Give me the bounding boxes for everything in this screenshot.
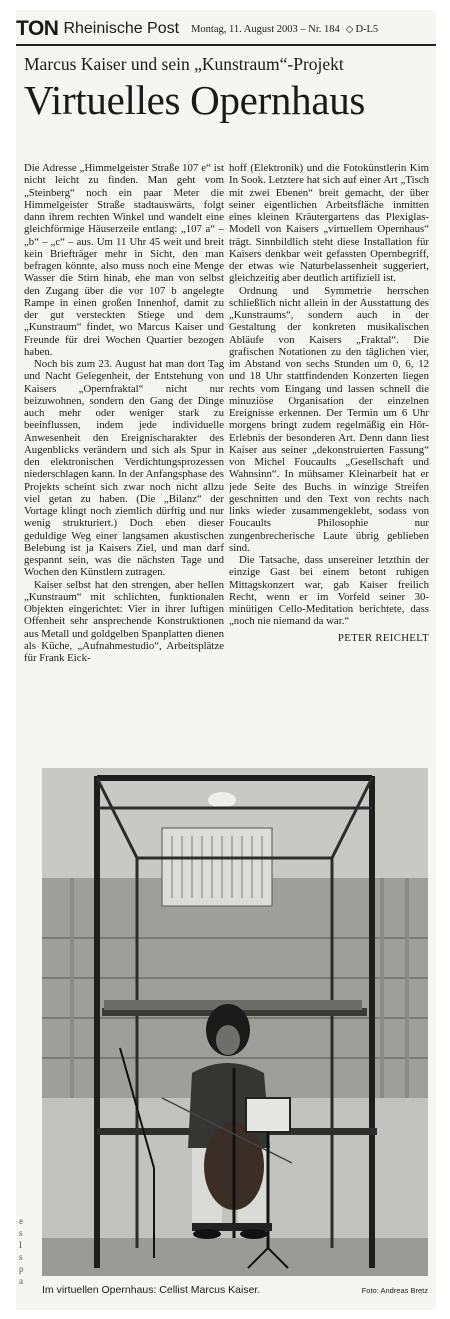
margin-letter: s (19, 1228, 23, 1238)
paragraph: Die Adresse „Himmelgeister Straße 107 e“ ist nicht leicht zu finden. Man geht vom „Steinberg“ noch ein paar Meter die Himmelgeister Straße stadtauswärts, folgt dann ihrem rechten Winkel und wandelt eine gleichförmige Häuserzeile entlang: „107 a“ – „b“ – „c“ – aus. Um 11 Uhr 45 weit und breit kein Briefträger mehr in Sicht, den man befragen könnte, also muss noch eine Menge Wasser die Stirn hinab, ehe man von selbst den Zugang über die vor 107 b angelegte Rampe in einen großen Innenhof, damit zu der gut versteckten Stiege und dem „Kunstraum“ findet, wo Marcus Kaiser und Freunde für drei Wochen Quartier bezogen haben. (24, 162, 224, 358)
paragraph: Die Tatsache, dass unsereiner letzthin der einzige Gast bei einem betont ruhigen Mittagskonzert war, gab Kaiser freilich Recht, wenn er im Vorfeld seiner 30-minütigen Cello-Meditation berichtete, dass „noch nie niemand da war.“ (229, 554, 429, 628)
margin-letter: p (19, 1264, 24, 1274)
photo-caption-bar (42, 1280, 428, 1300)
newspaper-clipping (16, 10, 436, 1310)
article-column-1 (24, 162, 224, 750)
margin-letter: I (19, 1240, 22, 1250)
masthead (16, 16, 436, 42)
margin-letter: e (19, 1216, 23, 1226)
margin-fragments (19, 1215, 35, 1287)
masthead-rule (16, 44, 436, 46)
paragraph: Noch bis zum 23. August hat man dort Tag und Nacht Gelegenheit, der Entstehung von Kaisers „Opernfraktal“ nicht nur beizuwohnen, sondern den Gang der Dinge auch mehr oder weniger stark zu beeinflussen, indem jede individuelle Anwesenheit den Ereignischarakter des Augenblicks verändern und sich als Spur in den elektronischen Verdichtungsprozessen niederschlagen kann. In der Anfangsphase des Projekts scheint sich zwar noch nicht allzu viel getan zu haben. (Die „Bilanz“ der Vortage klingt noch ziemlich dürftig und nur wenig strukturiert.) Doch eben dieser geduldige Weg einer langsamen akustischen Belebung ist ja Kaisers Ziel, und man darf gespannt sein, was die nächsten Tage und Wochen den Künstlern zutragen. (24, 358, 224, 579)
edition-code: D-L5 (355, 23, 379, 35)
paragraph: Kaiser selbst hat den strengen, aber hellen „Kunstraum“ mit schlichten, funktionalen Objekten eingerichtet: Vier in ihrer luftigen Offenheit sehr ansprechende Konstruktionen aus Metall und goldgelben Spanplatten dienen als Küche, „Aufnahmestudio“, Arbeitsplätze für Frank Eick- (24, 578, 224, 664)
article-author: PETER REICHELT (337, 631, 429, 644)
section-fragment: TON (16, 17, 59, 40)
paragraph: hoff (Elektronik) und die Fotokünstlerin Kim In Sook. Letztere hat sich auf einer Art „Tisch mit zwei Ebenen“ breit gemacht, der über seiner eigentlichen Arbeitsfläche inmitten eines kleinen Kräutergartens das Plexiglas-Modell von Kaisers „virtuellem Opernhaus“ trägt. Sinnbildlich steht diese Installation für Kaisers denkbar weit gefassten Opernbegriff, der etwas wie Naturbelassenheit suggeriert, gleichzeitig aber deutlich artifiziell ist. (229, 162, 429, 285)
issue-date: Montag, 11. August 2003 – Nr. 184 (191, 23, 340, 35)
paper-name: Rheinische Post (63, 20, 180, 37)
article-headline: Virtuelles Opernhaus (24, 77, 366, 123)
margin-letter: a (19, 1276, 23, 1286)
photo-credit: Foto: Andreas Bretz (361, 1285, 428, 1295)
margin-letter: s (19, 1252, 23, 1262)
article-photo (42, 768, 428, 1276)
article-column-2 (229, 162, 429, 750)
paragraph: Ordnung und Symmetrie herrschen schließlich nicht allein in der Ausstattung des „Kunstraums“, sondern auch in der Gestaltung der konkreten musikalischen Abläufe von Kaisers „Fraktal“. Die grafischen Notationen zu den täglichen vier, im Abstand von sechs Stunden um 0, 6, 12 und 18 Uhr stattfindenden Konzerten liegen rechts vom Eingang und lassen schnell die minuziöse Organisation der einzelnen Ereignisse erkennen. Der Termin um 6 Uhr morgens bringt zudem regelmäßig ein Hör-Erlebnis der besonderen Art. Denn dann liest Kaiser aus seiner „dekonstruierten Fassung“ von Michel Foucaults „Gesellschaft und Wahnsinn“. In mühsamer Kleinarbeit hat er jede Seite des Buchs in winzige Streifen geschnitten und den Text von rechts nach links wieder zusammengeklebt, sodass von Foucaults Philosophie nur zungenbrecherische Laute übrig geblieben sind. (229, 284, 429, 554)
photo-caption: Im virtuellen Opernhaus: Cellist Marcus Kaiser. (42, 1284, 261, 1296)
article-kicker: Marcus Kaiser und sein „Kunstraum“-Projekt (24, 54, 344, 74)
diamond-icon: ◇ (345, 23, 354, 35)
